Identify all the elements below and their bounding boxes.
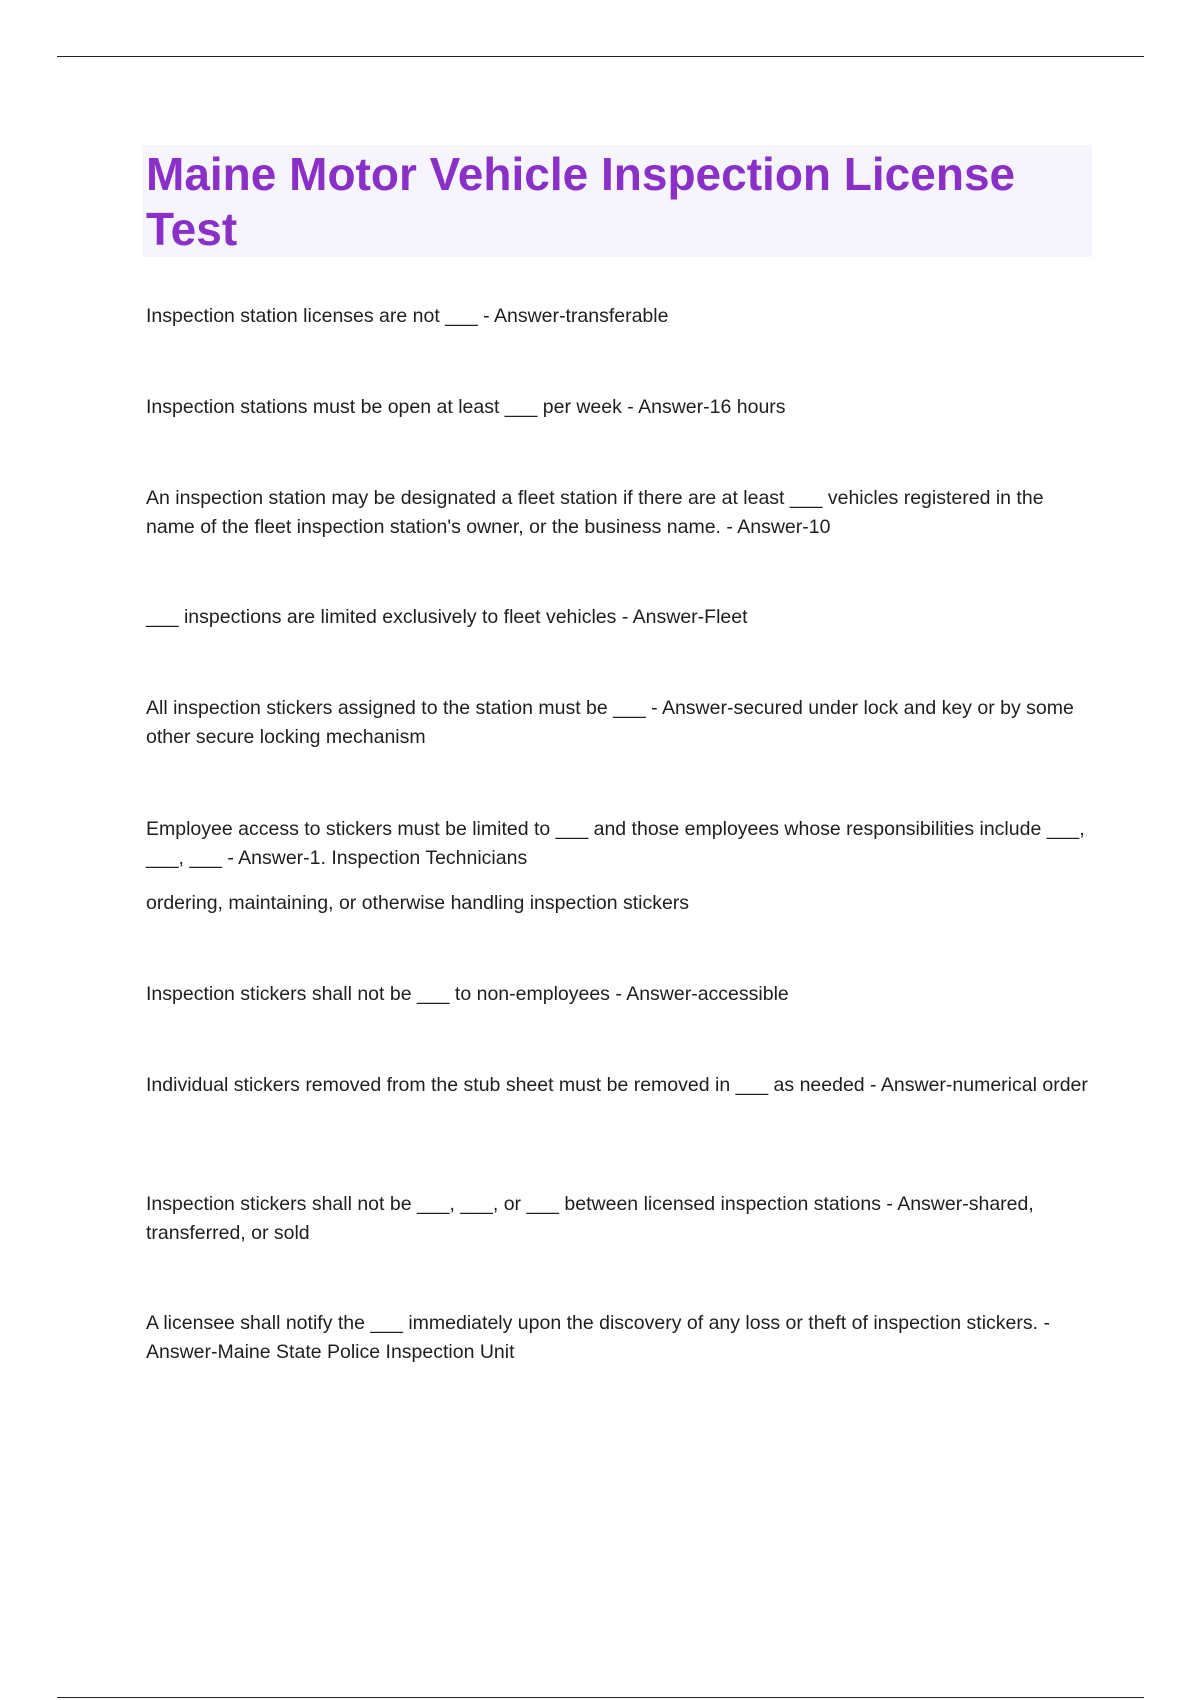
- question-item-7: Inspection stickers shall not be ___ to non-employees - Answer-accessible: [146, 983, 789, 1005]
- question-item-6: Employee access to stickers must be limited to ___ and those employees whose responsibilities include ___, ___, ___ - Answer-1. Inspection Technicians: [146, 818, 1085, 869]
- question-item-9: Inspection stickers shall not be ___, ___, or ___ between licensed inspection stations - Answer-shared, transferred, or sold: [146, 1193, 1034, 1244]
- question-item-2: Inspection stations must be open at least ___ per week - Answer-16 hours: [146, 396, 786, 418]
- page-title: Maine Motor Vehicle Inspection License Test: [146, 148, 1016, 255]
- question-item-4: ___ inspections are limited exclusively to fleet vehicles - Answer-Fleet: [146, 606, 748, 628]
- question-item-8: Individual stickers removed from the stub sheet must be removed in ___ as needed - Answer-numerical order: [146, 1074, 1088, 1096]
- question-item-3: An inspection station may be designated a fleet station if there are at least ___ vehicles registered in the name of the fleet inspection station's owner, or the business name. - Answer-10: [146, 487, 1044, 538]
- footer-rule: [57, 1697, 1144, 1698]
- header-rule: [57, 56, 1144, 57]
- question-item-1: Inspection station licenses are not ___ - Answer-transferable: [146, 305, 669, 327]
- question-item-5: All inspection stickers assigned to the station must be ___ - Answer-secured under lock and key or by some other secure locking mechanism: [146, 697, 1074, 748]
- question-item-6-continuation: ordering, maintaining, or otherwise handling inspection stickers: [146, 892, 690, 914]
- question-item-10: A licensee shall notify the ___ immediately upon the discovery of any loss or theft of inspection stickers. - Answer-Maine State Police Inspection Unit: [146, 1312, 1050, 1363]
